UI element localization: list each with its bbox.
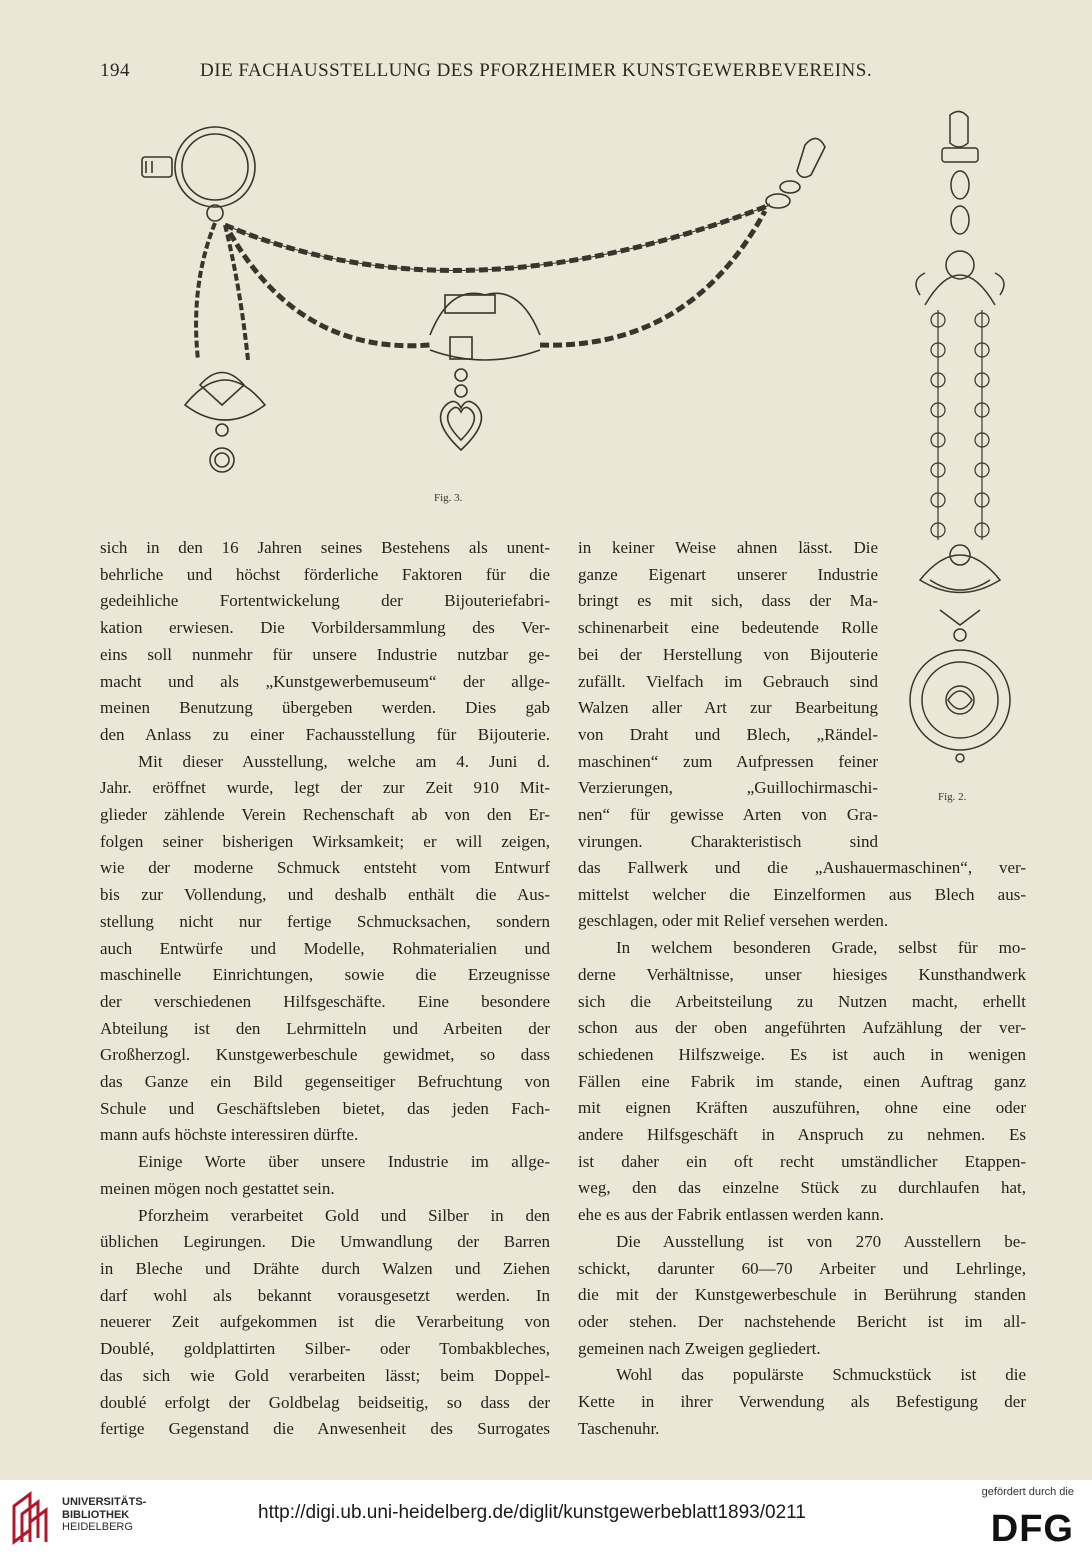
text-line: Walzen aller Art zur Bearbeitung <box>578 698 878 718</box>
text-line: auch Entwürfe und Modelle, Rohmaterialien und <box>100 938 550 958</box>
text-line: folgen seiner bisherigen Wirksamkeit; er will zeigen, <box>100 831 550 851</box>
text-line: glieder zählende Verein Rechenschaft ab von den Er- <box>100 805 550 825</box>
library-line: UNIVERSITÄTS- <box>62 1496 147 1508</box>
running-head <box>100 60 1030 84</box>
library-line: HEIDELBERG <box>62 1521 133 1533</box>
text-line: von Draht und Blech, „Rändel- <box>578 724 878 744</box>
text-line: mittelst welcher die Einzelformen aus Blech aus- <box>578 884 1026 904</box>
text-line: bis zur Vollendung, und deshalb enthält die Aus- <box>100 885 550 905</box>
text-line: das Ganze ein Bild gegenseitiger Befruchtung von <box>100 1072 550 1092</box>
text-line: Schule und Geschäftsleben bietet, das jeden Fach- <box>100 1098 550 1118</box>
text-line: behrliche und höchst förderliche Faktoren für die <box>100 564 550 584</box>
text-line: sich die Arbeitsteilung zu Nutzen macht, erhellt <box>578 991 1026 1011</box>
text-line: Verzierungen, „Guillochirmaschi- <box>578 778 878 798</box>
text-line: Abteilung ist den Lehrmitteln und Arbeiten der <box>100 1018 550 1038</box>
text-line: maschinen“ zum Aufpressen feiner <box>578 751 878 771</box>
text-line: üblichen Legirungen. Die Umwandlung der Barren <box>100 1232 550 1252</box>
text-line: Jahr. eröffnet wurde, legt der zur Zeit 910 Mit- <box>100 778 550 798</box>
running-title: DIE FACHAUSSTELLUNG DES PFORZHEIMER KUNSTGEWERBEVEREINS. <box>200 60 873 81</box>
text-line: meinen Benutzung übergeben werden. Dies gab <box>100 698 550 718</box>
text-line: in keiner Weise ahnen lässt. Die <box>578 538 878 557</box>
library-logo-icon <box>8 1490 56 1546</box>
page-number: 194 <box>100 60 130 81</box>
digitization-footer <box>0 1480 1092 1559</box>
text-line: in Bleche und Drähte durch Walzen und Ziehen <box>100 1258 550 1278</box>
dfg-logo: DFG <box>990 1508 1074 1550</box>
text-line: fertige Gegenstand die Anwesenheit des Surrogates <box>100 1419 550 1439</box>
text-line: ist daher ein oft recht umständlicher Etappen- <box>578 1151 1026 1171</box>
text-line: schickt, darunter 60—70 Arbeiter und Lehrlinge, <box>578 1258 1026 1278</box>
text-line: schiedenen Hilfszweige. Es ist auch in wenigen <box>578 1044 1026 1064</box>
text-line: Einige Worte über unsere Industrie im allge- <box>138 1152 550 1172</box>
text-line: bringt es mit sich, dass der Ma- <box>578 591 878 611</box>
text-line: die mit der Kunstgewerbeschule in Berührung standen <box>578 1285 1026 1305</box>
text-line: ehe es aus der Fabrik entlassen werden kann. <box>578 1205 884 1225</box>
text-line: darf wohl als bekannt vorausgesetzt werden. In <box>100 1285 550 1305</box>
fig2-caption: Fig. 2. <box>938 791 967 803</box>
fig2-left-strand <box>931 310 945 540</box>
fig2-right-strand <box>975 310 989 540</box>
text-line: wie der moderne Schmuck entsteht vom Entwurf <box>100 858 550 878</box>
text-line: sich in den 16 Jahren seines Bestehens als unent- <box>100 538 550 557</box>
text-line: zufällt. Vielfach im Gebrauch sind <box>578 671 878 691</box>
text-line: doublé erfolgt der Goldbelag beidseitig, so dass der <box>100 1392 550 1412</box>
text-line: neuerer Zeit aufgekommen ist die Verarbeitung von <box>100 1312 550 1332</box>
text-line: gedeihliche Fortentwickelung der Bijouteriefabri- <box>100 591 550 611</box>
text-line: Wohl das populärste Schmuckstück ist die <box>616 1365 1026 1385</box>
text-line: Pforzheim verarbeitet Gold und Silber in den <box>138 1205 550 1225</box>
text-line: virungen. Charakteristisch sind <box>578 831 878 851</box>
source-url-link[interactable]: http://digi.ub.uni-heidelberg.de/diglit/kunstgewerbeblatt1893/0211 <box>258 1502 806 1523</box>
library-name <box>62 1496 146 1534</box>
text-line: bei der Herstellung von Bijouterie <box>578 644 878 664</box>
text-line: Die Ausstellung ist von 270 Ausstellern be- <box>616 1231 1026 1251</box>
text-line: ganze Eigenart unserer Industrie <box>578 564 878 584</box>
text-line: kation erwiesen. Die Vorbildersammlung des Ver- <box>100 618 550 638</box>
text-line: derne Verhältnisse, unser hiesiges Kunsthandwerk <box>578 964 1026 984</box>
text-line: In welchem besonderen Grade, selbst für mo- <box>616 938 1026 958</box>
right-column <box>578 855 1026 1442</box>
text-line: Doublé, goldplattirten Silber- oder Tombakbleches, <box>100 1339 550 1359</box>
text-line: Taschenuhr. <box>578 1418 660 1438</box>
text-line: macht und als „Kunstgewerbemuseum“ der allge- <box>100 671 550 691</box>
text-line: andere Hilfsgeschäft in Anspruch zu nehmen. Es <box>578 1125 1026 1145</box>
fig3-caption: Fig. 3. <box>434 492 463 504</box>
text-line: das Fallwerk und die „Aushauermaschinen“, ver- <box>578 858 1026 877</box>
text-line: gemeinen nach Zweigen gegliedert. <box>578 1338 821 1358</box>
text-line: eins soll nunmehr für unsere Industrie nutzbar ge- <box>100 644 550 664</box>
text-line: Großherzogl. Kunstgewerbeschule gewidmet, so dass <box>100 1045 550 1065</box>
text-line: der verschiedenen Hilfsgeschäfte. Eine besondere <box>100 991 550 1011</box>
text-line: geschlagen, oder mit Relief versehen werden. <box>578 911 889 931</box>
funded-by-label: gefördert durch die <box>981 1486 1074 1498</box>
text-line: den Anlass zu einer Fachausstellung für Bijouterie. <box>100 724 550 744</box>
text-line: mann aufs höchste interessiren dürfte. <box>100 1125 359 1145</box>
text-line: mit eignen Kräften auszuführen, ohne eine oder <box>578 1098 1026 1118</box>
text-line: nen“ für gewisse Arten von Gra- <box>578 805 878 825</box>
fig2-chain-illustration <box>900 110 1020 790</box>
text-line: Mit dieser Ausstellung, welche am 4. Juni d. <box>138 751 550 771</box>
text-line: maschinelle Einrichtungen, sowie die Erzeugnisse <box>100 965 550 985</box>
text-line: das sich wie Gold verarbeiten lässt; beim Doppel- <box>100 1365 550 1385</box>
text-line: meinen mögen noch gestattet sein. <box>100 1178 335 1198</box>
text-line: Fällen eine Fabrik im stande, einen Auftrag ganz <box>578 1071 1026 1091</box>
text-line: stellung nicht nur fertige Schmucksachen, sondern <box>100 911 550 931</box>
left-column <box>100 535 550 1443</box>
fig3-chain-illustration <box>130 105 870 505</box>
right-column-narrow <box>578 535 878 855</box>
text-line: schinenarbeit eine bedeutende Rolle <box>578 618 878 638</box>
text-line: schon aus der oben angeführten Aufzählung der ver- <box>578 1018 1026 1038</box>
text-line: weg, den das einzelne Stück zu durchlaufen hat, <box>578 1178 1026 1198</box>
text-line: oder stehen. Der nachstehende Bericht ist im all- <box>578 1311 1026 1331</box>
text-line: Kette in ihrer Verwendung als Befestigung der <box>578 1392 1026 1412</box>
library-line: BIBLIOTHEK <box>62 1508 130 1521</box>
